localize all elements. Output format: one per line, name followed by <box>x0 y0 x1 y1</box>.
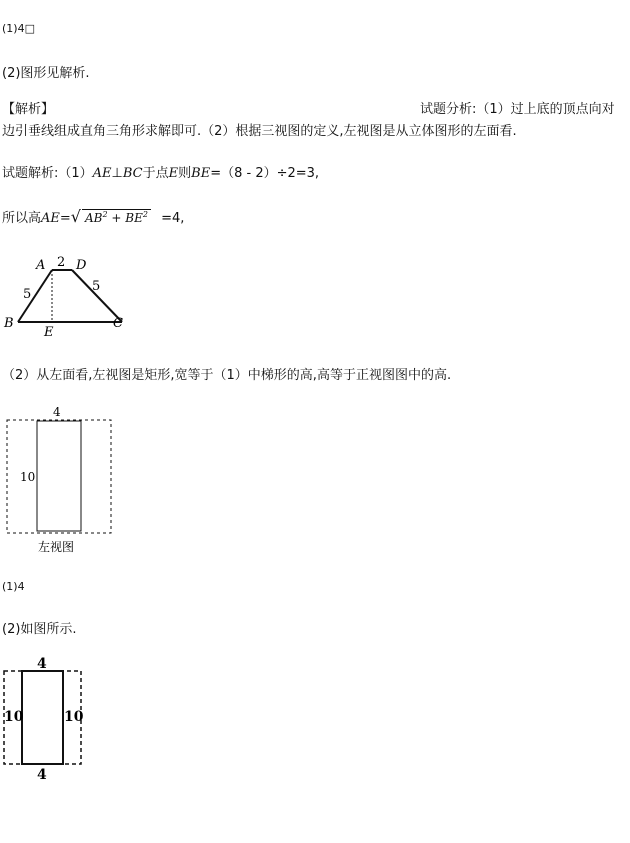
analysis-p1-tail: （1）过上底的顶点向对 <box>476 102 615 117</box>
label-a: A <box>36 258 46 273</box>
analysis-heading: 试题分析: <box>420 102 477 117</box>
answer-right-label: 10 <box>64 709 84 725</box>
label-d: D <box>76 258 87 273</box>
symbol-bc: BC <box>122 166 143 181</box>
answer-figure <box>0 652 90 782</box>
solution-line2 <box>2 207 184 226</box>
analysis-tag: 【解析】 <box>2 102 55 117</box>
sqrt-result: =4, <box>161 211 185 226</box>
sqrt-sign: √ <box>70 207 81 226</box>
label-top-length: 2 <box>57 255 66 270</box>
left-view-width-label: 4 <box>53 405 61 419</box>
symbol-be: BE <box>191 166 211 181</box>
answer2-part1: (1)4 <box>2 580 25 593</box>
so-prefix: 所以高 <box>2 211 42 226</box>
label-c: C <box>113 316 123 331</box>
symbol-ae: AE <box>92 166 112 181</box>
radicand-be-exp: 2 <box>142 210 148 219</box>
radicand-ab-exp: 2 <box>102 210 108 219</box>
solution-line1 <box>2 162 319 181</box>
symbol-e: E <box>168 166 179 181</box>
perp-symbol: ⊥ <box>111 166 123 181</box>
answer-left-label: 10 <box>4 709 24 725</box>
missing-glyph-box: □ <box>24 22 35 35</box>
left-view-figure <box>0 400 120 560</box>
radicand-plus: + <box>107 211 126 225</box>
left-view-rectangle <box>37 421 81 531</box>
label-right-length: 5 <box>92 279 101 294</box>
trapezoid-figure <box>0 250 140 340</box>
sqrt-radicand <box>82 209 151 225</box>
label-b: B <box>4 316 14 331</box>
label-e: E <box>44 325 54 340</box>
solution-prefix: 试题解析:（1） <box>2 166 93 181</box>
left-view-height-label: 10 <box>20 470 36 484</box>
answer-bottom-label: 4 <box>37 767 47 782</box>
answer-part2: (2)图形见解析. <box>2 66 90 81</box>
label-left-length: 5 <box>23 287 32 302</box>
answer-part1: (1)4 <box>2 22 25 35</box>
answer2-part2: (2)如图所示. <box>2 622 77 637</box>
analysis-line2: 边引垂线组成直角三角形求解即可.（2）根据三视图的定义,左视图是从立体图形的左面看. <box>2 124 517 139</box>
ae-eq: AE= <box>41 211 71 226</box>
analysis-heading-line <box>420 98 615 117</box>
part2-explanation: （2）从左面看,左视图是矩形,宽等于（1）中梯形的高,高等于正视图图中的高. <box>2 368 452 383</box>
answer-part1-line <box>2 22 35 35</box>
left-view-caption: 左视图 <box>38 540 75 554</box>
answer-rectangle <box>22 671 63 764</box>
foot-text: 于点 <box>142 166 169 181</box>
be-calc: =（8 - 2）÷2=3, <box>210 166 320 181</box>
then-text: 则 <box>178 166 192 181</box>
radicand-ab: AB <box>85 211 103 225</box>
radicand-be: BE <box>125 211 143 225</box>
trapezoid-side-dc <box>72 270 122 322</box>
answer-top-label: 4 <box>37 656 47 672</box>
